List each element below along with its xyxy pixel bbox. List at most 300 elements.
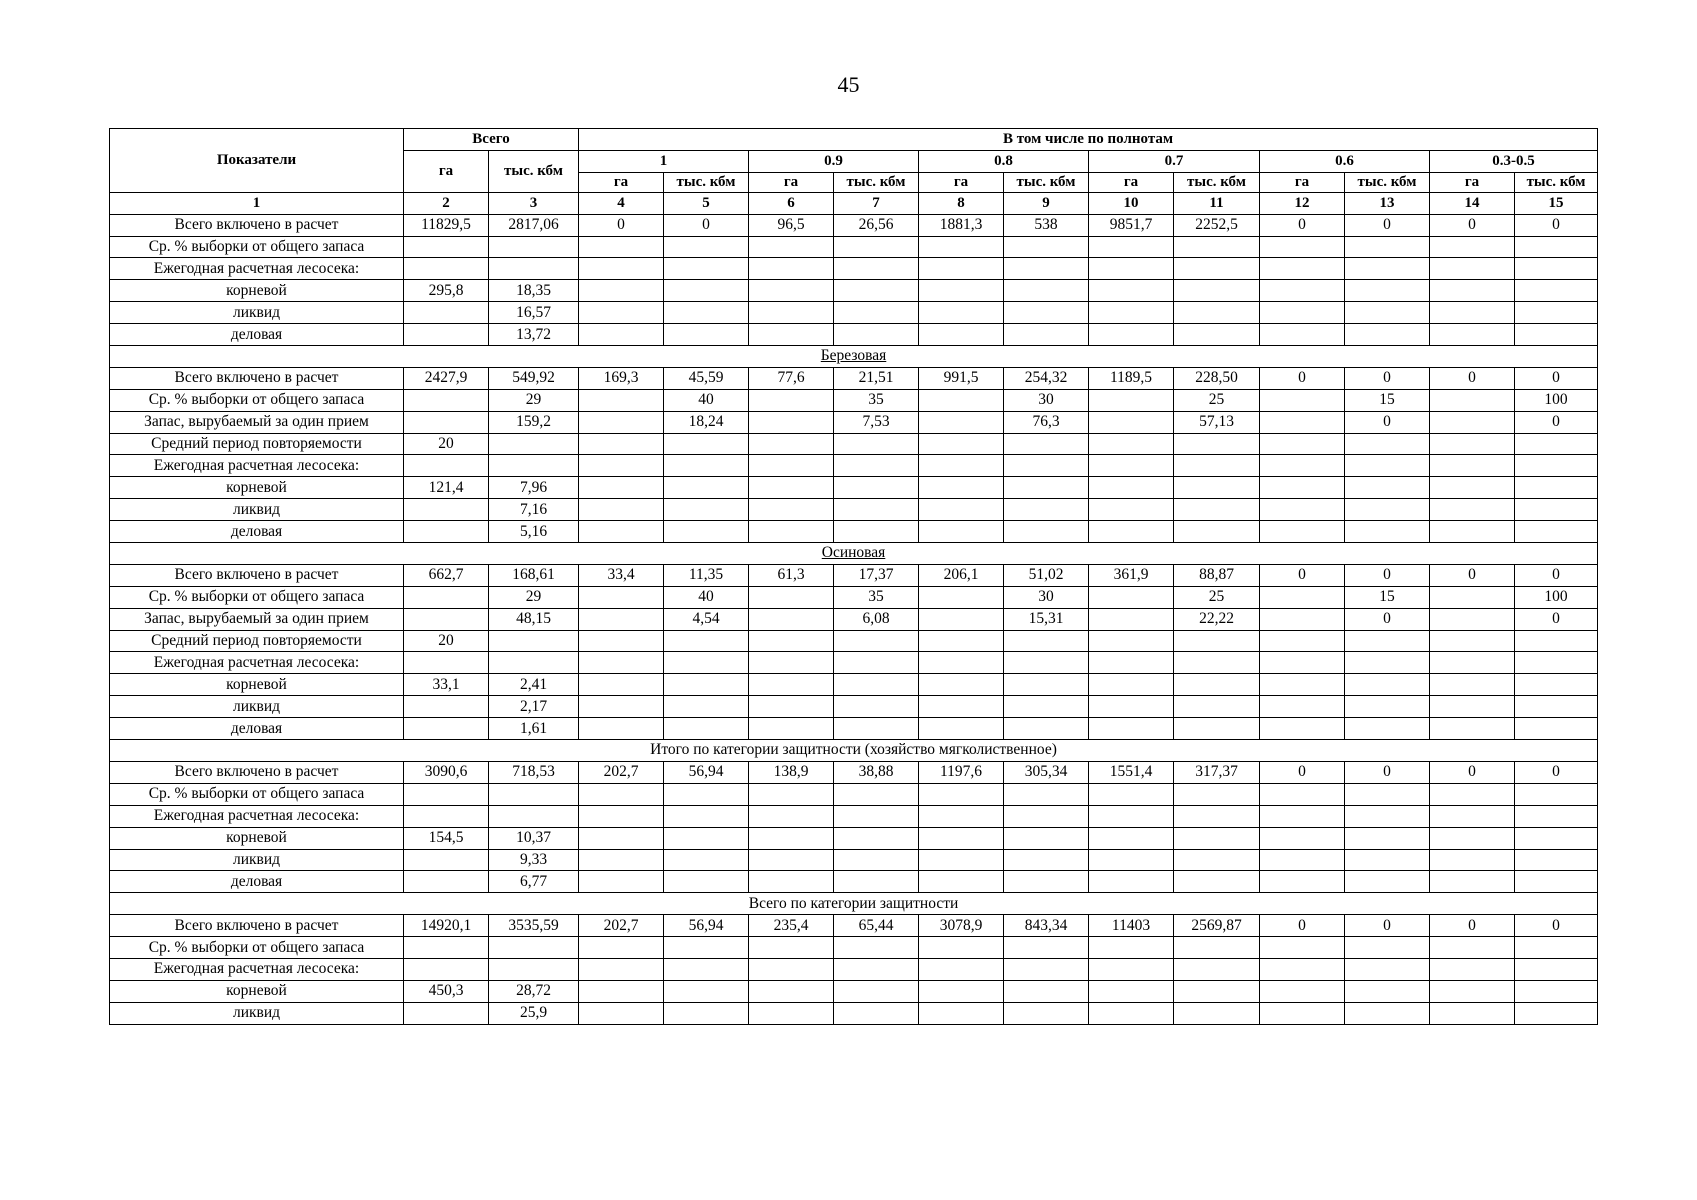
table-cell bbox=[1345, 937, 1430, 959]
table-cell bbox=[1174, 937, 1260, 959]
table-cell bbox=[1430, 958, 1515, 980]
table-cell bbox=[1260, 1002, 1345, 1024]
table-cell: 0 bbox=[1260, 761, 1345, 783]
table-cell bbox=[919, 324, 1004, 346]
table-cell bbox=[1345, 980, 1430, 1002]
table-cell bbox=[664, 455, 749, 477]
table-cell bbox=[1430, 849, 1515, 871]
table-cell bbox=[1174, 477, 1260, 499]
table-cell bbox=[664, 630, 749, 652]
header-density-1: 1 bbox=[579, 150, 749, 172]
table-cell: 0 bbox=[1260, 915, 1345, 937]
table-cell bbox=[1004, 630, 1089, 652]
table-cell bbox=[489, 236, 579, 258]
table-cell bbox=[1345, 499, 1430, 521]
table-cell bbox=[664, 696, 749, 718]
header-density-0-8: 0.8 bbox=[919, 150, 1089, 172]
table-cell bbox=[404, 608, 489, 630]
section-row bbox=[110, 740, 1598, 762]
table-cell: 56,94 bbox=[664, 915, 749, 937]
table-cell bbox=[1345, 236, 1430, 258]
table-cell bbox=[749, 433, 834, 455]
table-cell bbox=[664, 1002, 749, 1024]
table-cell bbox=[579, 696, 664, 718]
table-cell: 2569,87 bbox=[1174, 915, 1260, 937]
table-cell bbox=[749, 1002, 834, 1024]
table-cell bbox=[1345, 652, 1430, 674]
table-cell bbox=[1345, 783, 1430, 805]
table-row bbox=[110, 937, 1598, 959]
table-cell: 13,72 bbox=[489, 324, 579, 346]
table-cell bbox=[919, 455, 1004, 477]
table-cell bbox=[1345, 849, 1430, 871]
table-cell: 14920,1 bbox=[404, 915, 489, 937]
table-row bbox=[110, 805, 1598, 827]
table-cell bbox=[919, 652, 1004, 674]
table-row bbox=[110, 652, 1598, 674]
table-cell bbox=[1174, 302, 1260, 324]
table-row bbox=[110, 827, 1598, 849]
table-cell: 0 bbox=[1430, 761, 1515, 783]
table-cell bbox=[749, 696, 834, 718]
table-cell bbox=[1345, 958, 1430, 980]
table-cell: 1551,4 bbox=[1089, 761, 1174, 783]
table-cell bbox=[834, 958, 919, 980]
table-cell bbox=[1174, 958, 1260, 980]
table-cell bbox=[749, 389, 834, 411]
table-cell bbox=[1089, 980, 1174, 1002]
table-cell bbox=[1515, 1002, 1598, 1024]
table-row bbox=[110, 433, 1598, 455]
table-cell bbox=[1430, 433, 1515, 455]
table-cell bbox=[1089, 696, 1174, 718]
table-cell bbox=[579, 849, 664, 871]
table-cell bbox=[1515, 958, 1598, 980]
table-cell: 228,50 bbox=[1174, 367, 1260, 389]
table-cell bbox=[1515, 871, 1598, 893]
table-cell bbox=[1345, 1002, 1430, 1024]
table-cell bbox=[579, 805, 664, 827]
table-cell: 11,35 bbox=[664, 564, 749, 586]
table-cell bbox=[1174, 433, 1260, 455]
table-cell bbox=[1004, 499, 1089, 521]
table-cell bbox=[1260, 608, 1345, 630]
table-cell bbox=[919, 499, 1004, 521]
table-cell: 662,7 bbox=[404, 564, 489, 586]
table-cell bbox=[1004, 827, 1089, 849]
row-label: корневой bbox=[110, 674, 404, 696]
table-cell bbox=[1260, 783, 1345, 805]
table-cell: 3535,59 bbox=[489, 915, 579, 937]
column-number: 13 bbox=[1345, 192, 1430, 214]
table-cell: 51,02 bbox=[1004, 564, 1089, 586]
table-cell bbox=[579, 980, 664, 1002]
table-cell bbox=[1515, 324, 1598, 346]
table-cell bbox=[1004, 455, 1089, 477]
section-title-cell bbox=[110, 893, 1598, 915]
section-title: Всего по категории защитности bbox=[748, 894, 959, 912]
table-cell bbox=[919, 674, 1004, 696]
table-cell: 0 bbox=[1345, 411, 1430, 433]
table-cell bbox=[1174, 871, 1260, 893]
table-cell bbox=[1345, 477, 1430, 499]
table-cell: 7,16 bbox=[489, 499, 579, 521]
table-cell bbox=[579, 389, 664, 411]
table-cell bbox=[1004, 718, 1089, 740]
table-cell bbox=[749, 411, 834, 433]
header-unit-ha: га bbox=[919, 172, 1004, 192]
table-cell bbox=[664, 280, 749, 302]
table-cell: 0 bbox=[1430, 367, 1515, 389]
table-cell bbox=[919, 258, 1004, 280]
table-cell bbox=[664, 521, 749, 543]
table-cell bbox=[834, 280, 919, 302]
table-cell: 2,17 bbox=[489, 696, 579, 718]
table-cell bbox=[749, 849, 834, 871]
header-unit-ha: га bbox=[749, 172, 834, 192]
table-cell bbox=[1004, 937, 1089, 959]
table-cell bbox=[1260, 411, 1345, 433]
table-cell: 0 bbox=[1345, 564, 1430, 586]
table-cell bbox=[1089, 805, 1174, 827]
table-cell bbox=[919, 871, 1004, 893]
table-cell: 9851,7 bbox=[1089, 214, 1174, 236]
table-cell: 159,2 bbox=[489, 411, 579, 433]
table-cell bbox=[404, 652, 489, 674]
table-cell: 361,9 bbox=[1089, 564, 1174, 586]
table-cell bbox=[664, 718, 749, 740]
table-cell: 0 bbox=[1515, 367, 1598, 389]
table-cell: 254,32 bbox=[1004, 367, 1089, 389]
table-row bbox=[110, 389, 1598, 411]
table-cell bbox=[664, 958, 749, 980]
table-cell bbox=[1004, 849, 1089, 871]
row-label: Ср. % выборки от общего запаса bbox=[110, 389, 404, 411]
table-row bbox=[110, 586, 1598, 608]
table-cell bbox=[1089, 521, 1174, 543]
table-cell bbox=[1089, 302, 1174, 324]
header-total-volume: тыс. кбм bbox=[489, 150, 579, 192]
table-cell: 18,35 bbox=[489, 280, 579, 302]
table-row bbox=[110, 302, 1598, 324]
table-cell bbox=[1089, 433, 1174, 455]
table-cell: 10,37 bbox=[489, 827, 579, 849]
table-cell bbox=[1260, 258, 1345, 280]
table-cell: 30 bbox=[1004, 389, 1089, 411]
table-cell bbox=[1515, 696, 1598, 718]
header-unit-volume: тыс. кбм bbox=[1515, 172, 1598, 192]
table-cell bbox=[579, 236, 664, 258]
table-cell bbox=[664, 477, 749, 499]
table-cell bbox=[579, 258, 664, 280]
table-cell bbox=[579, 455, 664, 477]
table-cell bbox=[919, 1002, 1004, 1024]
table-cell: 138,9 bbox=[749, 761, 834, 783]
table-cell bbox=[1515, 521, 1598, 543]
table-cell bbox=[1174, 521, 1260, 543]
table-cell bbox=[579, 958, 664, 980]
table-cell bbox=[1089, 455, 1174, 477]
table-cell bbox=[1430, 1002, 1515, 1024]
row-label: Всего включено в расчет bbox=[110, 915, 404, 937]
table-cell: 154,5 bbox=[404, 827, 489, 849]
table-cell: 0 bbox=[579, 214, 664, 236]
table-cell bbox=[919, 980, 1004, 1002]
table-cell bbox=[1430, 608, 1515, 630]
table-cell bbox=[749, 280, 834, 302]
table-cell bbox=[919, 521, 1004, 543]
table-cell: 88,87 bbox=[1174, 564, 1260, 586]
table-cell bbox=[1004, 674, 1089, 696]
table-cell bbox=[1089, 849, 1174, 871]
table-cell bbox=[1089, 608, 1174, 630]
table-cell: 15 bbox=[1345, 586, 1430, 608]
table-cell bbox=[749, 258, 834, 280]
table-cell bbox=[579, 280, 664, 302]
table-cell bbox=[579, 674, 664, 696]
header-density-0-3-0-5: 0.3-0.5 bbox=[1430, 150, 1598, 172]
table-cell bbox=[1174, 718, 1260, 740]
table-cell bbox=[1004, 783, 1089, 805]
table-cell bbox=[1004, 477, 1089, 499]
header-unit-ha: га bbox=[1260, 172, 1345, 192]
table-cell bbox=[1004, 871, 1089, 893]
table-cell bbox=[1174, 652, 1260, 674]
row-label: Средний период повторяемости bbox=[110, 433, 404, 455]
table-cell bbox=[834, 980, 919, 1002]
section-row bbox=[110, 893, 1598, 915]
table-cell: 25 bbox=[1174, 586, 1260, 608]
table-cell bbox=[1430, 805, 1515, 827]
row-label: корневой bbox=[110, 280, 404, 302]
row-label: Ежегодная расчетная лесосека: bbox=[110, 958, 404, 980]
table-cell bbox=[834, 783, 919, 805]
table-cell: 0 bbox=[1515, 915, 1598, 937]
table-cell bbox=[749, 827, 834, 849]
table-cell bbox=[1515, 674, 1598, 696]
table-cell: 0 bbox=[1345, 214, 1430, 236]
table-cell bbox=[1089, 652, 1174, 674]
table-cell bbox=[834, 630, 919, 652]
table-cell bbox=[1174, 980, 1260, 1002]
table-cell bbox=[1515, 280, 1598, 302]
table-cell: 35 bbox=[834, 389, 919, 411]
table-cell bbox=[1345, 302, 1430, 324]
table-cell bbox=[834, 236, 919, 258]
table-cell: 4,54 bbox=[664, 608, 749, 630]
table-cell bbox=[834, 521, 919, 543]
table-cell bbox=[749, 674, 834, 696]
header-unit-volume: тыс. кбм bbox=[1174, 172, 1260, 192]
table-cell bbox=[919, 433, 1004, 455]
column-number: 11 bbox=[1174, 192, 1260, 214]
section-title-cell bbox=[110, 543, 1598, 565]
table-cell bbox=[1260, 805, 1345, 827]
table-cell bbox=[1089, 477, 1174, 499]
table-cell: 45,59 bbox=[664, 367, 749, 389]
table-cell: 48,15 bbox=[489, 608, 579, 630]
table-cell bbox=[579, 937, 664, 959]
table-cell bbox=[1089, 389, 1174, 411]
table-cell: 30 bbox=[1004, 586, 1089, 608]
row-label: ликвид bbox=[110, 696, 404, 718]
table-cell bbox=[404, 718, 489, 740]
header-total: Всего bbox=[404, 129, 579, 151]
table-row bbox=[110, 280, 1598, 302]
table-cell bbox=[489, 433, 579, 455]
table-cell: 0 bbox=[1260, 564, 1345, 586]
row-label: Ежегодная расчетная лесосека: bbox=[110, 652, 404, 674]
table-cell bbox=[1515, 827, 1598, 849]
table-cell bbox=[579, 324, 664, 346]
table-cell bbox=[579, 871, 664, 893]
row-label: Запас, вырубаемый за один прием bbox=[110, 608, 404, 630]
table-cell bbox=[404, 958, 489, 980]
table-cell bbox=[1089, 630, 1174, 652]
row-label: Ср. % выборки от общего запаса bbox=[110, 586, 404, 608]
table-row bbox=[110, 718, 1598, 740]
table-cell bbox=[404, 258, 489, 280]
table-cell bbox=[1430, 783, 1515, 805]
table-row bbox=[110, 521, 1598, 543]
row-label: корневой bbox=[110, 827, 404, 849]
table-cell bbox=[1089, 674, 1174, 696]
table-cell: 0 bbox=[1430, 564, 1515, 586]
table-cell bbox=[1430, 696, 1515, 718]
table-cell bbox=[664, 652, 749, 674]
column-number: 7 bbox=[834, 192, 919, 214]
table-cell bbox=[1430, 718, 1515, 740]
table-cell bbox=[834, 871, 919, 893]
header-density-0-6: 0.6 bbox=[1260, 150, 1430, 172]
column-number: 3 bbox=[489, 192, 579, 214]
table-cell bbox=[489, 805, 579, 827]
row-label: ликвид bbox=[110, 302, 404, 324]
table-cell bbox=[1174, 236, 1260, 258]
table-cell bbox=[404, 783, 489, 805]
row-label: Ср. % выборки от общего запаса bbox=[110, 783, 404, 805]
table-cell bbox=[749, 455, 834, 477]
column-number: 2 bbox=[404, 192, 489, 214]
header-unit-volume: тыс. кбм bbox=[664, 172, 749, 192]
table-cell: 0 bbox=[1430, 915, 1515, 937]
table-cell bbox=[1430, 980, 1515, 1002]
table-cell bbox=[1515, 805, 1598, 827]
table-cell: 61,3 bbox=[749, 564, 834, 586]
table-cell bbox=[1089, 1002, 1174, 1024]
column-number: 4 bbox=[579, 192, 664, 214]
table-cell bbox=[1515, 630, 1598, 652]
table-cell bbox=[1260, 586, 1345, 608]
allowable-cut-table bbox=[109, 128, 1598, 1025]
table-cell bbox=[1260, 280, 1345, 302]
table-cell bbox=[1345, 805, 1430, 827]
table-cell bbox=[1430, 652, 1515, 674]
table-cell bbox=[919, 280, 1004, 302]
row-label: деловая bbox=[110, 324, 404, 346]
table-cell bbox=[404, 849, 489, 871]
table-cell: 20 bbox=[404, 433, 489, 455]
header-unit-ha: га bbox=[1430, 172, 1515, 192]
table-cell bbox=[579, 827, 664, 849]
table-cell bbox=[919, 608, 1004, 630]
table-cell: 16,57 bbox=[489, 302, 579, 324]
table-cell bbox=[1004, 958, 1089, 980]
table-cell bbox=[749, 608, 834, 630]
table-row bbox=[110, 958, 1598, 980]
table-cell: 56,94 bbox=[664, 761, 749, 783]
table-cell bbox=[1515, 236, 1598, 258]
row-label: Ежегодная расчетная лесосека: bbox=[110, 258, 404, 280]
table-cell bbox=[579, 411, 664, 433]
column-number: 8 bbox=[919, 192, 1004, 214]
table-cell: 0 bbox=[1345, 915, 1430, 937]
table-cell: 718,53 bbox=[489, 761, 579, 783]
header-including-by-density: В том числе по полнотам bbox=[579, 129, 1598, 151]
table-cell bbox=[919, 718, 1004, 740]
table-row bbox=[110, 849, 1598, 871]
table-cell bbox=[1174, 324, 1260, 346]
table-cell bbox=[1260, 849, 1345, 871]
section-title: Березовая bbox=[820, 347, 887, 365]
table-cell bbox=[1174, 805, 1260, 827]
table-cell bbox=[1345, 630, 1430, 652]
table-cell bbox=[1174, 1002, 1260, 1024]
table-cell bbox=[404, 521, 489, 543]
column-number: 10 bbox=[1089, 192, 1174, 214]
table-cell bbox=[579, 499, 664, 521]
table-cell bbox=[664, 937, 749, 959]
table-cell bbox=[834, 499, 919, 521]
table-cell bbox=[1515, 849, 1598, 871]
table-cell bbox=[1430, 411, 1515, 433]
table-cell bbox=[1345, 827, 1430, 849]
table-cell: 35 bbox=[834, 586, 919, 608]
table-cell bbox=[749, 937, 834, 959]
table-cell bbox=[404, 389, 489, 411]
table-cell bbox=[1004, 1002, 1089, 1024]
table-cell bbox=[834, 849, 919, 871]
table-cell bbox=[919, 236, 1004, 258]
table-cell bbox=[1260, 455, 1345, 477]
table-row bbox=[110, 1002, 1598, 1024]
row-label: Всего включено в расчет bbox=[110, 214, 404, 236]
table-cell: 21,51 bbox=[834, 367, 919, 389]
table-row bbox=[110, 980, 1598, 1002]
table-cell: 100 bbox=[1515, 389, 1598, 411]
table-cell bbox=[1089, 958, 1174, 980]
table-cell bbox=[919, 849, 1004, 871]
table-cell bbox=[1004, 236, 1089, 258]
table-cell bbox=[579, 1002, 664, 1024]
table-cell bbox=[834, 805, 919, 827]
table-cell: 450,3 bbox=[404, 980, 489, 1002]
row-label: Ежегодная расчетная лесосека: bbox=[110, 805, 404, 827]
table-cell bbox=[1260, 499, 1345, 521]
table-cell bbox=[919, 389, 1004, 411]
table-cell bbox=[1515, 477, 1598, 499]
row-label: ликвид bbox=[110, 499, 404, 521]
table-cell bbox=[1089, 586, 1174, 608]
table-cell bbox=[1260, 827, 1345, 849]
table-cell bbox=[1004, 521, 1089, 543]
table-cell bbox=[1430, 236, 1515, 258]
table-cell bbox=[1430, 477, 1515, 499]
table-cell bbox=[834, 652, 919, 674]
table-cell bbox=[919, 630, 1004, 652]
section-title-cell bbox=[110, 346, 1598, 368]
table-cell: 0 bbox=[1430, 214, 1515, 236]
